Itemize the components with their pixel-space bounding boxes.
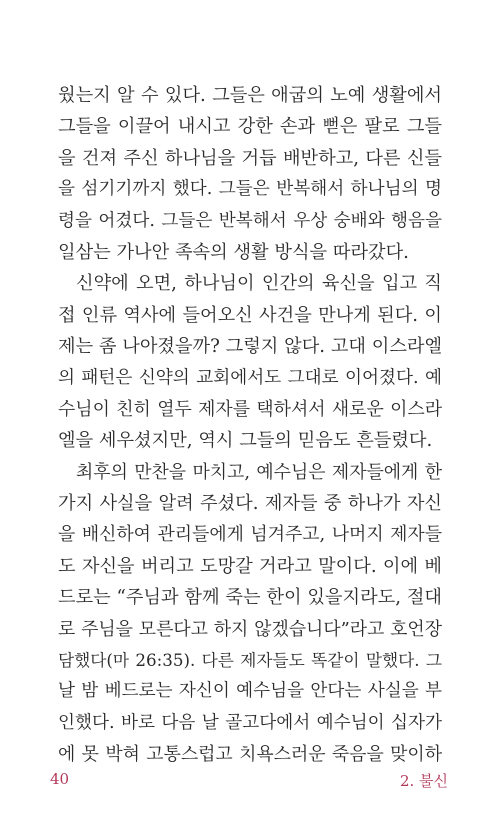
text-line: 령을 어겼다. 그들은 반복해서 우상 숭배와 행음을 <box>58 210 442 231</box>
text-line: 접 인류 역사에 들어오신 사건을 만나게 된다. 이 <box>58 304 442 326</box>
text-line: 최후의 만찬을 마치고, 예수님은 제자들에게 한 <box>76 461 442 483</box>
text-line: 신약에 오면, 하나님이 인간의 육신을 입고 직 <box>76 273 442 295</box>
text-line: 을 배신하여 관리들에게 넘겨주고, 나머지 제자들 <box>58 524 442 546</box>
text-line: 도 자신을 버리고 도망갈 거라고 말이다. 이에 베 <box>58 555 442 577</box>
text-line: 을 건져 주신 하나님을 거듭 배반하고, 다른 신들 <box>58 147 442 169</box>
text-line: 날 밤 베드로는 자신이 예수님을 안다는 사실을 부 <box>58 681 442 702</box>
text-line: 로 주님을 모른다고 하지 않겠습니다”라고 호언장 <box>58 618 442 640</box>
text-line: 웠는지 알 수 있다. 그들은 애굽의 노예 생활에서 <box>58 85 442 106</box>
text-line: 그들을 이끌어 내시고 강한 손과 뻗은 팔로 그들 <box>58 116 442 138</box>
text-line: 엘을 세우셨지만, 역시 그들의 믿음도 흔들렸다. <box>58 430 433 452</box>
page-number: 40 <box>50 770 70 788</box>
text-line: 인했다. 바로 다음 날 골고다에서 예수님이 십자가 <box>58 712 442 733</box>
text-line: 드로는 “주님과 함께 죽는 한이 있을지라도, 절대 <box>58 587 442 609</box>
text-line: 의 패턴은 신약의 교회에서도 그대로 이어졌다. 예 <box>58 367 442 388</box>
text-line: 에 못 박혀 고통스럽고 치욕스러운 죽음을 맞이하 <box>58 744 442 766</box>
paragraph-3 <box>58 457 442 771</box>
body-text <box>58 80 442 771</box>
paragraph-1 <box>58 80 442 268</box>
paragraph-2 <box>58 268 442 456</box>
text-line: 을 섬기기까지 했다. 그들은 반복해서 하나님의 명 <box>58 179 442 200</box>
text-line: 일삼는 가나안 족속의 생활 방식을 따라갔다. <box>58 241 409 263</box>
text-line: 가지 사실을 알려 주셨다. 제자들 중 하나가 자신 <box>58 493 442 515</box>
text-line: 담했다(마 26:35). 다른 제자들도 똑같이 말했다. 그 <box>58 650 442 671</box>
text-line: 수님이 친히 열두 제자를 택하셔서 새로운 이스라 <box>58 398 442 420</box>
running-footer-chapter: 2. 불신 <box>399 772 448 790</box>
text-line: 제는 좀 나아졌을까? 그렇지 않다. 고대 이스라엘 <box>58 336 443 358</box>
